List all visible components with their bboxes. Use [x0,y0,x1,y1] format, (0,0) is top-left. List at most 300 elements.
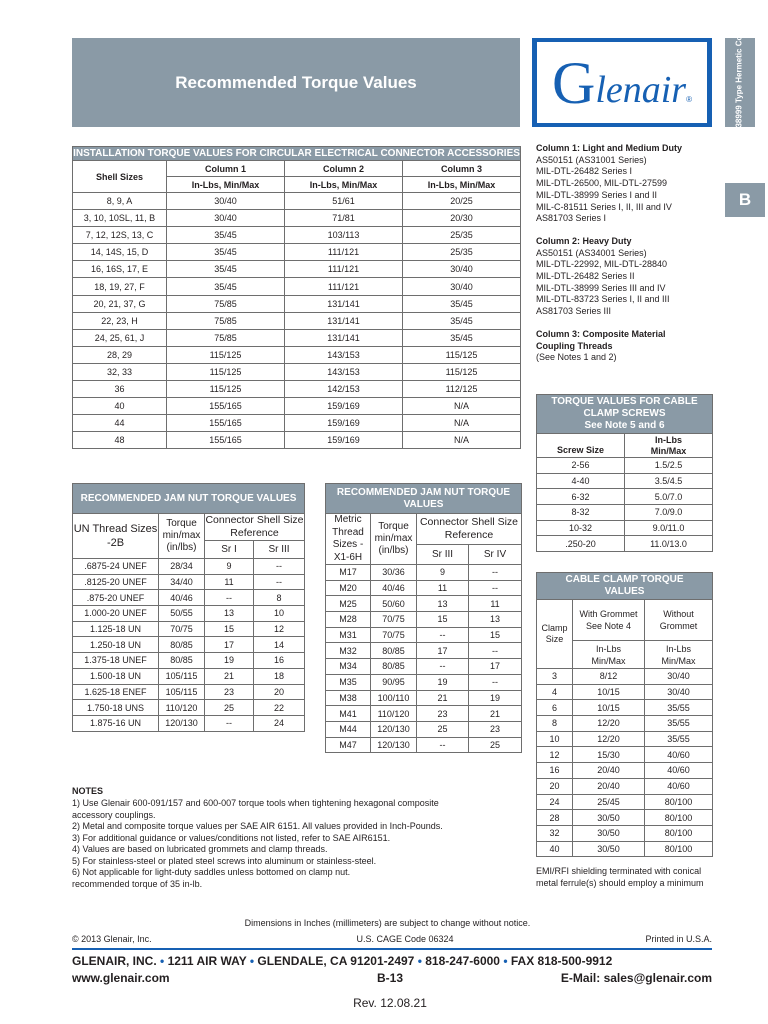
table-cell: 70/75 [371,612,417,628]
table-cell: 28/34 [159,559,205,575]
table-cell: 30/40 [403,261,521,278]
table-cell: -- [417,659,469,675]
sr-i-header: Sr I [205,541,254,559]
table-cell: 23 [469,721,522,737]
table-row [73,590,305,606]
revision: Rev. 12.08.21 [353,996,427,1010]
column-2-header: Column 2 [285,161,403,177]
table-cell: 35/45 [167,227,285,244]
table-cell: 159/169 [285,415,403,432]
table-cell: 15/30 [573,747,645,763]
clamp-size-header: Clamp Size [537,600,573,669]
table-cell: 35/45 [167,278,285,295]
shell-sizes-header: Shell Sizes [73,161,167,193]
table-cell: 110/120 [159,700,205,716]
table-cell: 10 [537,731,573,747]
table-cell: 25/35 [403,227,521,244]
table-cell: 12 [254,621,305,637]
table-row [73,668,305,684]
table-cell: 50/55 [159,606,205,622]
column-2-title: Column 2: Heavy Duty [536,235,632,246]
table-cell: M25 [326,596,371,612]
table-row [326,674,522,690]
table-cell: 30/50 [573,810,645,826]
table-cell: 143/153 [285,363,403,380]
list-line: AS50151 (AS31001 Series) [536,154,647,165]
table-cell: M34 [326,659,371,675]
list-line: 4) Values are based on lubricated grommets and clamp threads. [72,844,328,854]
notes-list [72,798,472,890]
table-cell: 10/15 [573,700,645,716]
table-cell: 11.0/13.0 [625,536,713,552]
table-cell: 23 [205,684,254,700]
table-cell: 28, 29 [73,346,167,363]
table-cell: 131/141 [285,312,403,329]
unit-header: In-Lbs Min/Max [573,641,645,669]
table-cell: 15 [469,627,522,643]
page-number: B-13 [376,971,403,985]
table-cell: -- [417,627,469,643]
table-row [73,363,521,380]
table-cell: 1.125-18 UN [73,621,159,637]
column-1-title: Column 1: Light and Medium Duty [536,143,682,153]
caption-line-1: TORQUE VALUES FOR CABLE CLAMP SCREWS [551,396,698,419]
section-letter-tab [725,183,765,217]
bullet-separator: • [160,954,165,968]
table-row [73,346,521,363]
table-cell: 1.750-18 UNS [73,700,159,716]
table-row [73,432,521,449]
table-row [537,505,713,521]
list-line: 1) Use Glenair 600-091/157 and 600-007 torque tools when tightening hexagonal composite accessory couplings. [72,798,439,820]
table-cell: 21 [417,690,469,706]
company-name: GLENAIR, INC. [72,954,157,968]
table-cell: 25 [417,721,469,737]
table-row [326,737,522,753]
table-cell: 35/45 [403,312,521,329]
caption-line-2: See Note 5 and 6 [584,420,665,431]
table-cell: 16 [537,763,573,779]
table-row [537,716,713,732]
table-cell: 4 [537,684,573,700]
torque-header: Torque min/max (in/lbs) [159,514,205,559]
table-row [537,473,713,489]
column-2-list [536,248,716,318]
list-line: MIL-DTL-22992, MIL-DTL-28840 [536,259,668,270]
un-thread-header: UN Thread Sizes -2B [73,514,159,559]
table-cell: 35/45 [167,244,285,261]
table-row [73,715,305,731]
torque-header: Torque min/max (in/lbs) [371,514,417,565]
notes-title: NOTES [72,786,104,796]
table-cell: 80/85 [159,653,205,669]
section-letter: B [738,190,752,209]
table-cell: 110/120 [371,706,417,722]
table-cell: 25/45 [573,794,645,810]
table-cell: M20 [326,580,371,596]
table-cell: 6-32 [537,489,625,505]
company-address: 1211 AIR WAY [167,954,247,968]
table-cell: 35/55 [645,700,713,716]
table-cell: 14 [254,637,305,653]
unit-header: In-Lbs, Min/Max [285,177,403,193]
table-cell: 30/36 [371,565,417,581]
table-cell: 30/40 [645,669,713,685]
table-cell: 50/60 [371,596,417,612]
table-cell: 131/141 [285,295,403,312]
table-cell: 20/40 [573,778,645,794]
table-cell: N/A [403,398,521,415]
table-row [537,825,713,841]
table-cell: 6 [537,700,573,716]
table-cell: 18, 19, 27, F [73,278,167,295]
table-caption: RECOMMENDED JAM NUT TORQUE VALUES [73,484,305,514]
table-cell: 19 [417,674,469,690]
table-cell: 112/125 [403,381,521,398]
company-city: GLENDALE, CA 91201-2497 [257,954,415,968]
table-cell: 111/121 [285,278,403,295]
table-cell: -- [254,559,305,575]
company-line [72,954,712,968]
table-cell: 30/50 [573,825,645,841]
table-cell: M17 [326,565,371,581]
table-cell: 155/165 [167,432,285,449]
list-line: MIL-C-81511 Series I, II, III and IV [536,201,672,212]
table-cell: 131/141 [285,329,403,346]
table-cell: -- [469,580,522,596]
table-row [537,731,713,747]
table-cell: 155/165 [167,398,285,415]
table-cell: 18 [254,668,305,684]
table-cell: 40/46 [159,590,205,606]
table-cell: 11 [469,596,522,612]
table-row [537,763,713,779]
table-cell: 10 [254,606,305,622]
table-row [73,637,305,653]
table-cell: 17 [469,659,522,675]
table-cell: .8125-20 UNEF [73,574,159,590]
table-row [326,643,522,659]
table-cell: 70/75 [159,621,205,637]
table-row [537,520,713,536]
column-1-list [536,155,716,225]
table-cell: 9.0/11.0 [625,520,713,536]
table-cell: -- [254,574,305,590]
table-cell: 16 [254,653,305,669]
table-cell: 11 [417,580,469,596]
table-cell: -- [417,737,469,753]
table-cell: 17 [417,643,469,659]
table-cell: 30/50 [573,841,645,857]
table-cell: 71/81 [285,210,403,227]
table-cell: 35/45 [403,329,521,346]
table-cell: 155/165 [167,415,285,432]
table-row [73,210,521,227]
table-cell: 120/130 [371,737,417,753]
table-cell: 8 [254,590,305,606]
table-cell: 44 [73,415,167,432]
table-cell: 25 [205,700,254,716]
table-cell: 120/130 [371,721,417,737]
list-line: MIL-DTL-38999 Series III and IV [536,282,666,293]
table-cell: 32 [537,825,573,841]
table-row [326,612,522,628]
table-cell: 12/20 [573,731,645,747]
table-cell: 3 [537,669,573,685]
side-tab-label: MIL-DTL-38999 Type Hermetic Connectors [734,1,744,163]
table-cell: 115/125 [167,381,285,398]
table-cell: M31 [326,627,371,643]
column-3-title: Column 3: Composite Material [536,328,666,339]
list-line: 6) Not applicable for light-duty saddles unless bottomed on clamp nut. [72,867,351,877]
table-cell: 100/110 [371,690,417,706]
table-cell: 14, 14S, 15, D [73,244,167,261]
table-cell: 36 [73,381,167,398]
table-caption: INSTALLATION TORQUE VALUES FOR CIRCULAR ELECTRICAL CONNECTOR ACCESSORIES [73,147,520,159]
table-cell: 1.5/2.5 [625,458,713,474]
shell-reference-header: Connector Shell Size Reference [205,514,304,539]
page-title: Recommended Torque Values [175,72,417,92]
cable-clamp-screw-table [536,394,713,552]
table-cell: -- [469,643,522,659]
table-row [73,312,521,329]
emi-note: EMI/RFI shielding terminated with conical metal ferrule(s) should employ a minimum [536,866,704,888]
table-cell: 75/85 [167,329,285,346]
table-cell: -- [205,590,254,606]
table-cell: 40/46 [371,580,417,596]
table-row [73,329,521,346]
unit-header: In-Lbs, Min/Max [167,177,285,193]
table-cell: 17 [205,637,254,653]
table-row [326,580,522,596]
bullet-separator: • [503,954,508,968]
table-row [537,841,713,857]
table-row [73,559,305,575]
table-cell: 1.625-18 ENEF [73,684,159,700]
jam-nut-un-table [72,483,305,732]
column-3-header: Column 3 [403,161,521,177]
in-lbs-header: In-Lbs Min/Max [625,434,713,458]
table-cell: 4-40 [537,473,625,489]
table-row [537,669,713,685]
list-line: 3) For additional guidance or values/conditions not listed, refer to SAE AIR6151. [72,832,391,843]
table-row [537,747,713,763]
table-cell: 8, 9, A [73,193,167,210]
table-cell: 24 [254,715,305,731]
table-cell: .250-20 [537,536,625,552]
table-row [73,621,305,637]
table-cell: 48 [73,432,167,449]
table-cell: 20, 21, 37, G [73,295,167,312]
table-cell: 40/60 [645,747,713,763]
table-cell: 32, 33 [73,363,167,380]
table-cell: 51/61 [285,193,403,210]
table-cell: 8 [537,716,573,732]
table-cell: 80/100 [645,825,713,841]
company-phone: 818-247-6000 [425,954,500,968]
table-cell: 21 [469,706,522,722]
table-cell: 80/100 [645,841,713,857]
list-line: MIL-DTL-83723 Series I, II and III [536,294,670,305]
table-cell: 12/20 [573,716,645,732]
table-cell: 40 [537,841,573,857]
table-cell: 111/121 [285,244,403,261]
table-row [73,295,521,312]
table-cell: 20 [537,778,573,794]
table-row [73,653,305,669]
table-cell: 1.000-20 UNEF [73,606,159,622]
table-caption: CABLE CLAMP TORQUE VALUES [537,573,713,600]
table-cell: 35/45 [167,261,285,278]
table-cell: 80/100 [645,794,713,810]
table-cell: 23 [417,706,469,722]
installation-torque-table [72,146,521,449]
footer-rule [72,948,712,950]
table-cell: M44 [326,721,371,737]
jam-nut-metric-table [325,483,522,753]
table-cell: 8-32 [537,505,625,521]
table-caption [537,395,713,434]
table-cell: 143/153 [285,346,403,363]
table-row [73,700,305,716]
table-row [326,690,522,706]
bullet-separator: • [249,954,255,968]
table-cell: 115/125 [403,346,521,363]
table-cell: 30/40 [167,193,285,210]
table-row [73,574,305,590]
sr-iii-header: Sr III [254,541,305,559]
table-cell: M47 [326,737,371,753]
logo-text: lenair [595,68,687,111]
metric-thread-header: Metric Thread Sizes - X1-6H [326,514,371,565]
table-row [73,415,521,432]
table-cell: N/A [403,415,521,432]
table-row [326,706,522,722]
table-row [73,227,521,244]
table-cell: M38 [326,690,371,706]
table-cell: 24, 25, 61, J [73,329,167,346]
column-3-note: (See Notes 1 and 2) [536,352,617,363]
table-cell: .6875-24 UNEF [73,559,159,575]
table-row [537,810,713,826]
table-cell: 28 [537,810,573,826]
table-cell: 2-56 [537,458,625,474]
table-cell: 9 [205,559,254,575]
table-cell: 30/40 [403,278,521,295]
shell-reference-header: Connector Shell Size Reference [417,514,522,545]
table-cell: 90/95 [371,674,417,690]
table-cell: 30/40 [645,684,713,700]
table-row [73,278,521,295]
table-row [537,700,713,716]
table-cell: 105/115 [159,684,205,700]
table-cell: 80/85 [371,659,417,675]
table-cell: 80/85 [159,637,205,653]
table-cell: 19 [469,690,522,706]
table-cell: 159/169 [285,398,403,415]
table-cell: 1.875-16 UN [73,715,159,731]
table-cell: 9 [417,565,469,581]
list-line: AS81703 Series I [536,213,607,224]
table-cell: M28 [326,612,371,628]
table-cell: 75/85 [167,312,285,329]
website-link[interactable]: www.glenair.com [72,971,170,985]
table-cell: 120/130 [159,715,205,731]
cable-clamp-torque-table [536,572,713,857]
dims-note: Dimensions in Inches (millimeters) are subject to change without notice. [244,918,531,928]
table-cell: 34/40 [159,574,205,590]
table-row [326,565,522,581]
table-cell: 19 [205,653,254,669]
list-line: MIL-DTL-26482 Series II [536,271,635,282]
table-cell: 5.0/7.0 [625,489,713,505]
table-cell: M41 [326,706,371,722]
table-row [73,684,305,700]
table-row [73,244,521,261]
sr-iii-header: Sr III [417,544,469,564]
table-cell: 35/55 [645,731,713,747]
cage-code: U.S. CAGE Code 06324 [356,934,454,944]
table-cell: 13 [417,596,469,612]
table-row [73,261,521,278]
table-cell: -- [469,565,522,581]
table-cell: 115/125 [403,363,521,380]
list-line: MIL-DTL-26500, MIL-DTL-27599 [536,178,668,189]
table-cell: 22 [254,700,305,716]
column-1-header: Column 1 [167,161,285,177]
table-cell: 12 [537,747,573,763]
table-cell: 7.0/9.0 [625,505,713,521]
table-cell: 80/85 [371,643,417,659]
table-cell: 16, 16S, 17, E [73,261,167,278]
table-cell: 3, 10, 10SL, 11, B [73,210,167,227]
table-caption: RECOMMENDED JAM NUT TORQUE VALUES [326,484,522,514]
glenair-logo [532,38,712,127]
table-cell: N/A [403,432,521,449]
table-cell: 115/125 [167,363,285,380]
table-cell: 13 [205,606,254,622]
table-cell: 142/153 [285,381,403,398]
table-cell: 20/30 [403,210,521,227]
table-row [537,458,713,474]
unit-header: In-Lbs, Min/Max [403,177,521,193]
logo-g: G [551,49,596,116]
table-cell: 159/169 [285,432,403,449]
table-cell: 105/115 [159,668,205,684]
table-cell: 15 [205,621,254,637]
unit-header: In-Lbs Min/Max [645,641,713,669]
table-cell: 22, 23, H [73,312,167,329]
table-cell: 24 [537,794,573,810]
table-row [326,627,522,643]
table-cell: 80/100 [645,810,713,826]
table-cell: 1.500-18 UN [73,668,159,684]
table-row [537,684,713,700]
table-cell: 1.375-18 UNEF [73,653,159,669]
table-cell: 30/40 [167,210,285,227]
without-grommet-header: Without Grommet [645,600,713,641]
table-cell: 8/12 [573,669,645,685]
table-cell: 21 [205,668,254,684]
table-row [326,721,522,737]
table-cell: 25/35 [403,244,521,261]
screw-size-header: Screw Size [537,434,625,458]
table-cell: 25 [469,737,522,753]
email-link[interactable]: E-Mail: sales@glenair.com [560,971,712,985]
table-row [326,596,522,612]
table-cell: -- [469,674,522,690]
table-cell: 111/121 [285,261,403,278]
